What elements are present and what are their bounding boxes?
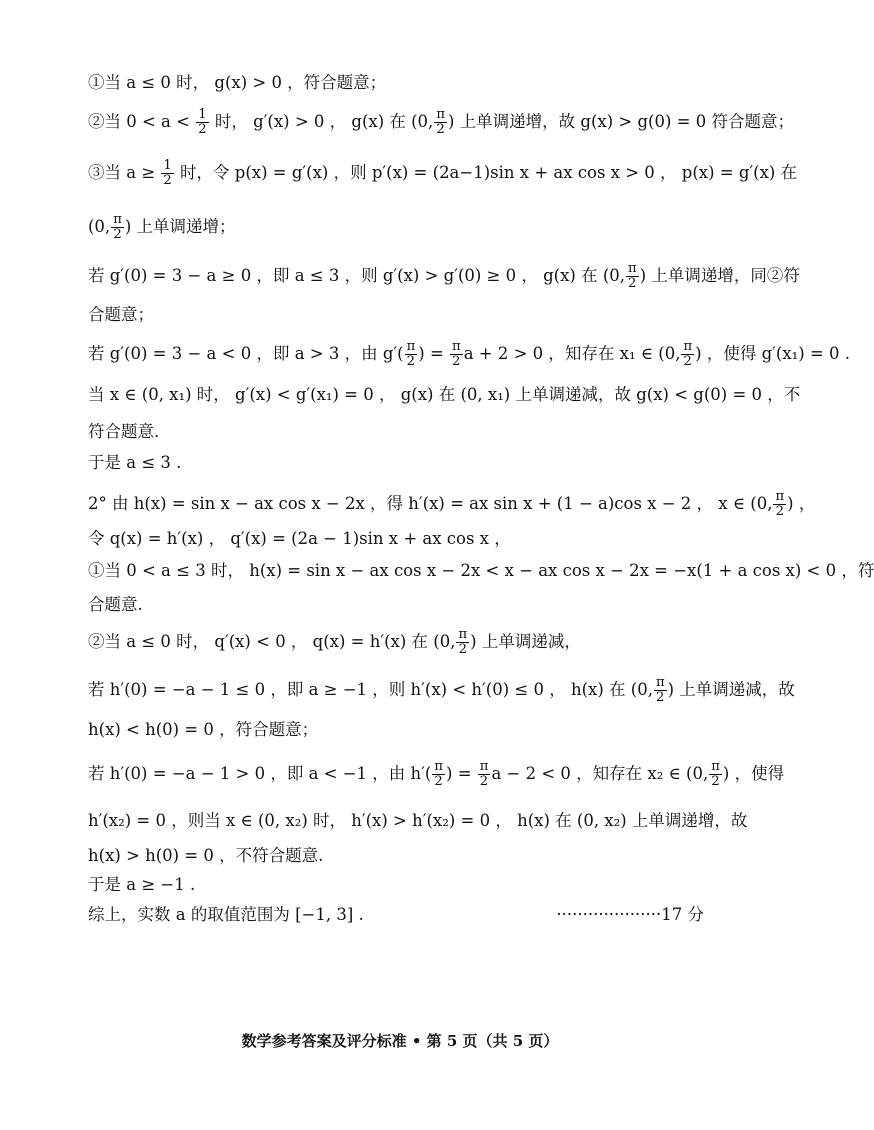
fraction [773,490,786,519]
fraction-numerator: π [406,339,416,354]
line-10 [88,452,704,474]
line-text: ) 上单调递减，故 [667,679,795,699]
line-text: 若 h′(0) = −a − 1 ≤ 0 ，即 a ≥ −1 ，则 h′(x) < h′(0) ≤ 0 ， h(x) 在 (0, [88,679,653,699]
line-text: (0, [88,216,111,236]
line-text: 令 q(x) = h′(x) ， q′(x) = (2a − 1)sin x + ax cos x ， [88,529,511,548]
fraction-numerator: π [683,339,693,354]
line-text: 合题意. [88,595,143,614]
line-21 [88,874,704,896]
line-2 [88,107,794,137]
fraction-numerator: 1 [198,107,207,122]
fraction-numerator: π [436,107,445,122]
score-marker: ····················17 分 [556,905,704,924]
fraction-numerator: π [628,261,637,276]
fraction-numerator: π [479,759,489,774]
line-text: 时， g′(x) > 0 ， g(x) 在 (0, [209,111,434,131]
fraction-denominator: 2 [711,773,720,789]
line-text: ) ， [787,493,816,513]
fraction-denominator: 2 [406,353,415,369]
line-19 [88,810,748,832]
line-4 [88,213,704,242]
line-text: 于是 a ≤ 3 . [88,453,182,472]
fraction [681,340,694,369]
line-text: 2° 由 h(x) = sin x − ax cos x − 2x ，得 h′(x) = ax sin x + (1 − a)cos x − 2 ， x ∈ (0, [88,493,773,513]
line-13 [88,560,874,582]
line-6 [88,304,704,326]
fraction-denominator: 2 [655,689,665,705]
fraction-denominator: 2 [436,121,445,137]
fraction-numerator: π [452,339,461,354]
fraction-denominator: 2 [683,353,692,369]
fraction-denominator: 2 [628,275,637,291]
line-text: a + 2 > 0 ，知存在 x₁ ∈ (0, [463,343,681,363]
line-17 [88,719,704,741]
fraction-numerator: π [655,675,665,690]
line-text: ) = [446,763,477,783]
fraction-numerator: 1 [163,158,172,173]
line-11 [88,489,816,519]
line-text: ) ，使得 g′(x₁) = 0 . [695,343,850,363]
fraction-denominator: 2 [775,503,785,519]
line-7 [88,339,850,369]
line-text: h(x) < h(0) = 0 ，符合题意； [88,720,319,739]
fraction [161,159,173,188]
line-16 [88,675,795,705]
fraction [709,760,722,789]
fraction [432,760,445,789]
fraction [478,760,491,789]
fraction [196,108,208,137]
line-text: ) 上单调递增，故 g(x) > g(0) = 0 符合题意； [447,111,794,131]
conclusion-text [88,905,364,924]
line-text: 合题意； [88,305,154,324]
fraction-numerator: π [458,627,468,642]
line-text: ②当 a ≤ 0 时， q′(x) < 0 ， q(x) = h′(x) 在 (0, [88,631,456,651]
line-text: 符合题意. [88,422,160,441]
line-20 [88,845,704,867]
line-18 [88,759,785,789]
line-text: h(x) > h(0) = 0 ，不符合题意. [88,846,324,865]
line-text: 若 h′(0) = −a − 1 > 0 ，即 a < −1 ，由 h′( [88,763,432,783]
line-text: 于是 a ≥ −1 . [88,875,196,894]
fraction-denominator: 2 [479,773,489,789]
line-8 [88,384,801,406]
line-text: ①当 0 < a ≤ 3 时， h(x) = sin x − ax cos x − 2x < x − ax cos x − 2x = −x(1 + a cos x) < 0 ，符 [88,561,874,580]
line-text: ③当 a ≥ [88,162,161,182]
page-footer: 数学参考答案及评分标准 • 第 5 页（共 5 页） [241,1032,559,1050]
line-text: h′(x₂) = 0 ，则当 x ∈ (0, x₂) 时， h′(x) > h′(x₂) = 0 ， h(x) 在 (0, x₂) 上单调递增，故 [88,811,748,830]
fraction-numerator: π [113,212,122,227]
fraction-denominator: 2 [434,773,443,789]
fraction [111,213,124,242]
line-22 [88,904,704,926]
line-text: 若 g′(0) = 3 − a ≥ 0 ，即 a ≤ 3 ，则 g′(x) > g′(0) ≥ 0 ， g(x) 在 (0, [88,265,626,285]
line-5 [88,261,800,291]
fraction [405,340,418,369]
line-text: 综上，实数 a 的取值范围为 [−1, 3] . [88,905,364,924]
line-12 [88,528,704,550]
fraction-denominator: 2 [113,226,122,242]
line-1 [88,72,704,94]
line-3 [88,158,798,188]
line-text: 时，令 p(x) = g′(x) ，则 p′(x) = (2a−1)sin x + ax cos x > 0 ， p(x) = g′(x) 在 [174,162,798,182]
line-text: 当 x ∈ (0, x₁) 时， g′(x) < g′(x₁) = 0 ， g(x) 在 (0, x₁) 上单调递减，故 g(x) < g(0) = 0 ，不 [88,385,801,404]
line-text: ) 上单调递增，同②符 [639,265,800,285]
fraction [450,340,463,369]
fraction-denominator: 2 [452,353,461,369]
line-text: 若 g′(0) = 3 − a < 0 ，即 a > 3 ，由 g′( [88,343,404,363]
line-text: a − 2 < 0 ，知存在 x₂ ∈ (0, [491,763,709,783]
line-text: ) 上单调递增； [124,216,236,236]
fraction [654,676,667,705]
fraction-numerator: π [434,759,444,774]
fraction-denominator: 2 [198,121,207,137]
fraction-denominator: 2 [163,172,172,188]
line-14 [88,594,704,616]
line-text: ) = [418,343,450,363]
line-text: ②当 0 < a < [88,111,196,131]
line-text: ) ，使得 [722,763,785,783]
line-text: ) 上单调递减， [470,631,581,651]
fraction-numerator: π [775,489,785,504]
line-15 [88,628,704,657]
fraction-numerator: π [711,759,720,774]
fraction [456,628,469,657]
line-9 [88,421,704,443]
fraction-denominator: 2 [458,641,467,657]
fraction [434,108,447,137]
fraction [626,262,639,291]
line-text: ①当 a ≤ 0 时， g(x) > 0 ，符合题意； [88,73,387,92]
